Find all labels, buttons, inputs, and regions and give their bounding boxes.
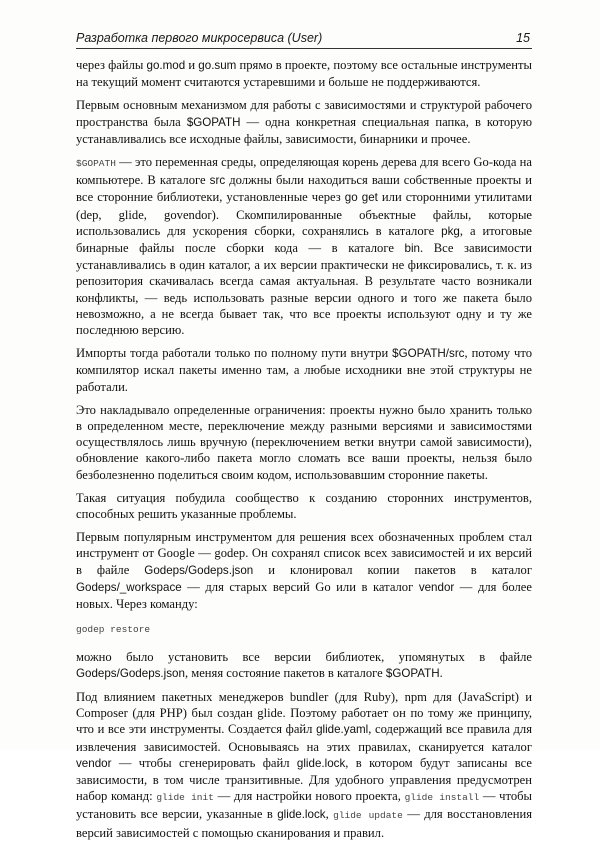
- command: glide install: [404, 792, 480, 804]
- filename: go.sum: [198, 59, 237, 72]
- dir-name: vendor: [418, 580, 455, 594]
- paragraph-8: можно было установить все версии библиотек, упомянутых в файле Godeps/Godeps.json, меняя состояние пакетов в каталоге $GOPATH.: [76, 649, 532, 680]
- filename: glide.yaml: [316, 723, 369, 737]
- dir-name: Godeps/_workspace: [76, 580, 182, 594]
- paragraph-9: Под влиянием пакетных менеджеров bundler (для Ruby), npm для (JavaScript) и Composer (для PHP) был создан glide. Поэтому работает он по тому же принципу, что и все эти инструменты. Создается файл glide.yaml, содержащий все правила для извлечения зависимостей. Основываясь на этих правилах, сканируется каталог vendor — чтобы сгенерировать файл glide.lock, в котором будут записаны все зависимости, в том числе транзитивные. Для удобного управления предусмотрен набор команд: glide init — для настройки нового проекта, glide install — чтобы установить все версии, указанные в glide.lock, glide update — для восстановления версий зависимостей с помощью сканирования и правил.: [76, 689, 532, 840]
- paragraph-4: Импорты тогда работали только по полному пути внутри $GOPATH/src, потому что компилятор искал пакеты именно там, а любые исходники вне этой структуры не работали.: [76, 346, 532, 394]
- path: $GOPATH/src: [392, 347, 465, 361]
- page-number: 15: [516, 31, 530, 45]
- command: glide init: [156, 792, 214, 804]
- header-divider: [76, 48, 532, 49]
- dir-name: bin: [404, 242, 420, 256]
- paragraph-6: Такая ситуация побудила сообщество к созданию сторонних инструментов, способных решить указанные проблемы.: [76, 490, 532, 522]
- paragraph-1: через файлы go.mod и go.sum прямо в проекте, поэтому все остальные инструменты на текущий момент считаются устаревшими и больше не поддерживаются.: [76, 58, 532, 90]
- paragraph-2: Первым основным механизмом для работы с зависимостями и структурой рабочего пространства была $GOPATH — одна конкретная специальная папка, в которую устанавливались все исходные файлы, зависимости, бинарники и прочее.: [76, 98, 533, 146]
- running-header: [76, 28, 532, 50]
- paragraph-3: $GOPATH — это переменная среды, определяющая корень дерева для всего Go-кода на компьютере. В каталоге src должны были находиться ваши собственные проекты и все сторонние библиотеки, установленные через go get или сторонними утилитами (dep, glide, govendor). Скомпилированные объектные файлы, которые использовались для ускорения сборки, сохранялись в каталоге pkg, а итоговые бинарные файлы после сборки кода — в каталоге bin. Все зависимости устанавливались в один каталог, а их версии практически не фиксировались, т. к. из репозитория скачивалась всегда самая актуальная. В результате часто возникали конфликты, — ведь использовать разные версии одного и того же пакета было невозможно, а не всегда бывает так, что все проекты используют одну и ту же последнюю версию.: [76, 155, 533, 338]
- filename: Godeps/Godeps.json: [144, 563, 254, 577]
- code-term: $GOPATH: [76, 158, 116, 170]
- dir-name: pkg: [441, 224, 460, 238]
- filename: Godeps/Godeps.json: [76, 666, 185, 680]
- filename: glide.lock: [296, 756, 346, 770]
- page-body: [76, 57, 532, 848]
- chapter-title: Разработка первого микросервиса (User): [76, 31, 323, 45]
- env-var: $GOPATH: [186, 115, 241, 129]
- filename: glide.lock: [277, 808, 326, 822]
- code-block: godep restore: [76, 624, 151, 636]
- paragraph-5: Это накладывало определенные ограничения: проекты нужно было хранить только в определенном месте, переключение между разными версиями и зависимостями осуществлялось лишь вручную (переключением ветки внутри самой зависимости), обновление какого-либо пакета могло сломать все ваши проекты, нельзя было безболезненно поделиться своим кодом, использовавшим сторонние пакеты.: [76, 402, 532, 482]
- filename: go.mod: [146, 59, 186, 72]
- command: go get: [344, 191, 378, 205]
- dir-name: src: [209, 174, 226, 188]
- command: glide update: [333, 810, 403, 822]
- dir-name: vendor: [76, 756, 112, 770]
- paragraph-7: Первым популярным инструментом для решения всех обозначенных проблем стал инструмент от Google — godep. Он сохранял список всех зависимостей и их версий в файле Godeps/Godeps.json и клонировал копии пакетов в каталог Godeps/_workspace — для старых версий Go или в каталог vendor — для более новых. Через команду:: [76, 530, 532, 612]
- env-var: $GOPATH: [385, 666, 440, 680]
